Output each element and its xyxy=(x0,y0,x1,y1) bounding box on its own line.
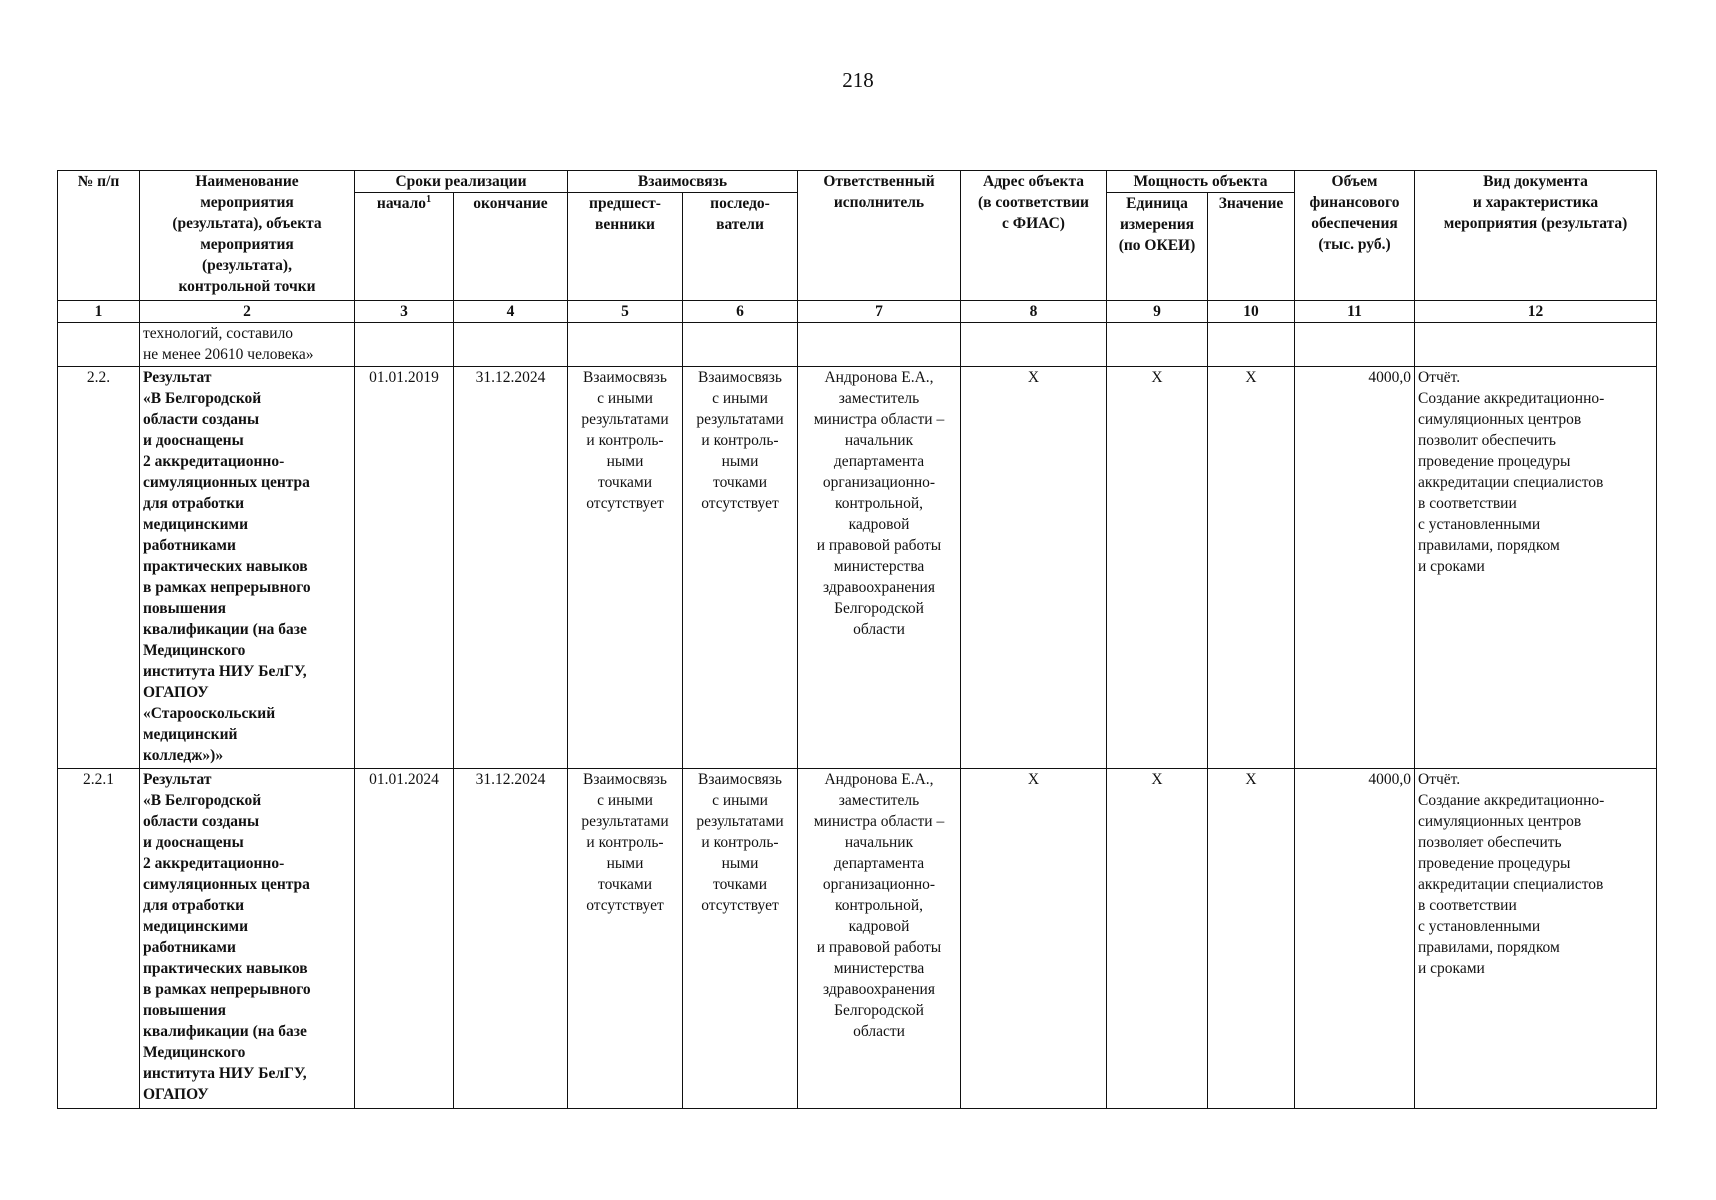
footnote-marker: 1 xyxy=(426,193,432,205)
cell-name: Результат «В Белгородской области созданы и дооснащены 2 аккредитационно- симуляционных центра для отработки медицинскими работниками практических навыков в рамках непрерывного повышения квалификации (на базе Медицинского института НИУ БелГУ, ОГАПОУ «Старооскольский медицинский колледж»)» xyxy=(140,367,355,769)
col-header-start xyxy=(355,193,454,301)
cell-address: X xyxy=(961,367,1107,769)
col-header-link: Взаимосвязь xyxy=(568,171,798,193)
cell-name: технологий, составило не менее 20610 человека» xyxy=(140,323,355,367)
col-header-value: Значение xyxy=(1208,193,1295,301)
col-header-document: Вид документа и характеристика мероприятия (результата) xyxy=(1415,171,1657,301)
col-header-predecessors: предшест- венники xyxy=(568,193,683,301)
col-header-start-label: начало xyxy=(376,195,427,212)
cell-end xyxy=(454,323,568,367)
cell-predecessors: Взаимосвязь с иными результатами и контроль- ными точками отсутствует xyxy=(568,769,683,1109)
col-header-successors: последо- ватели xyxy=(683,193,798,301)
cell-unit: X xyxy=(1107,769,1208,1109)
table-row-2-2 xyxy=(58,367,1657,769)
cell-address: X xyxy=(961,769,1107,1109)
cell-num xyxy=(58,323,140,367)
cell-successors: Взаимосвязь с иными результатами и контроль- ными точками отсутствует xyxy=(683,769,798,1109)
column-index-row xyxy=(58,301,1657,323)
cell-successors: Взаимосвязь с иными результатами и контроль- ными точками отсутствует xyxy=(683,367,798,769)
column-index: 3 xyxy=(355,301,454,323)
col-header-name: Наименование мероприятия (результата), объекта мероприятия (результата), контрольной точки xyxy=(140,171,355,301)
cell-value: X xyxy=(1208,769,1295,1109)
col-header-responsible: Ответственный исполнитель xyxy=(798,171,961,301)
cell-document: Отчёт. Создание аккредитационно- симуляционных центров позволит обеспечить проведение процедуры аккредитации специалистов в соответствии с установленными правилами, порядком и сроками xyxy=(1415,367,1657,769)
column-index: 8 xyxy=(961,301,1107,323)
column-index: 6 xyxy=(683,301,798,323)
cell-start xyxy=(355,323,454,367)
cell-num: 2.2. xyxy=(58,367,140,769)
cell-num: 2.2.1 xyxy=(58,769,140,1109)
table-row-continuation xyxy=(58,323,1657,367)
cell-finance xyxy=(1295,323,1415,367)
cell-value: X xyxy=(1208,367,1295,769)
col-header-unit: Единица измерения (по ОКЕИ) xyxy=(1107,193,1208,301)
column-index: 1 xyxy=(58,301,140,323)
page-number: 218 xyxy=(842,68,874,92)
col-header-finance: Объем финансового обеспечения (тыс. руб.) xyxy=(1295,171,1415,301)
cell-finance: 4000,0 xyxy=(1295,769,1415,1109)
col-header-terms: Сроки реализации xyxy=(355,171,568,193)
col-header-end: окончание xyxy=(454,193,568,301)
column-index: 11 xyxy=(1295,301,1415,323)
table-row-2-2-1 xyxy=(58,769,1657,1109)
cell-unit xyxy=(1107,323,1208,367)
cell-responsible: Андронова Е.А., заместитель министра области – начальник департамента организационно- контрольной, кадровой и правовой работы министерства здравоохранения Белгородской области xyxy=(798,769,961,1109)
cell-responsible xyxy=(798,323,961,367)
col-header-address: Адрес объекта (в соответствии с ФИАС) xyxy=(961,171,1107,301)
column-index: 2 xyxy=(140,301,355,323)
cell-responsible: Андронова Е.А., заместитель министра области – начальник департамента организационно- контрольной, кадровой и правовой работы министерства здравоохранения Белгородской области xyxy=(798,367,961,769)
cell-name: Результат «В Белгородской области созданы и дооснащены 2 аккредитационно- симуляционных центра для отработки медицинскими работниками практических навыков в рамках непрерывного повышения квалификации (на базе Медицинского института НИУ БелГУ, ОГАПОУ xyxy=(140,769,355,1109)
cell-predecessors xyxy=(568,323,683,367)
cell-start: 01.01.2019 xyxy=(355,367,454,769)
cell-value xyxy=(1208,323,1295,367)
cell-predecessors: Взаимосвязь с иными результатами и контроль- ными точками отсутствует xyxy=(568,367,683,769)
cell-finance: 4000,0 xyxy=(1295,367,1415,769)
column-index: 5 xyxy=(568,301,683,323)
cell-unit: X xyxy=(1107,367,1208,769)
cell-address xyxy=(961,323,1107,367)
cell-document: Отчёт. Создание аккредитационно- симуляционных центров позволяет обеспечить проведение процедуры аккредитации специалистов в соответствии с установленными правилами, порядком и сроками xyxy=(1415,769,1657,1109)
cell-end: 31.12.2024 xyxy=(454,367,568,769)
activity-plan-table xyxy=(57,170,1657,1109)
cell-document xyxy=(1415,323,1657,367)
cell-end: 31.12.2024 xyxy=(454,769,568,1109)
column-index: 12 xyxy=(1415,301,1657,323)
cell-successors xyxy=(683,323,798,367)
column-index: 9 xyxy=(1107,301,1208,323)
col-header-num: № п/п xyxy=(58,171,140,301)
col-header-power: Мощность объекта xyxy=(1107,171,1295,193)
cell-start: 01.01.2024 xyxy=(355,769,454,1109)
table-header-row xyxy=(58,171,1657,193)
column-index: 4 xyxy=(454,301,568,323)
column-index: 7 xyxy=(798,301,961,323)
column-index: 10 xyxy=(1208,301,1295,323)
